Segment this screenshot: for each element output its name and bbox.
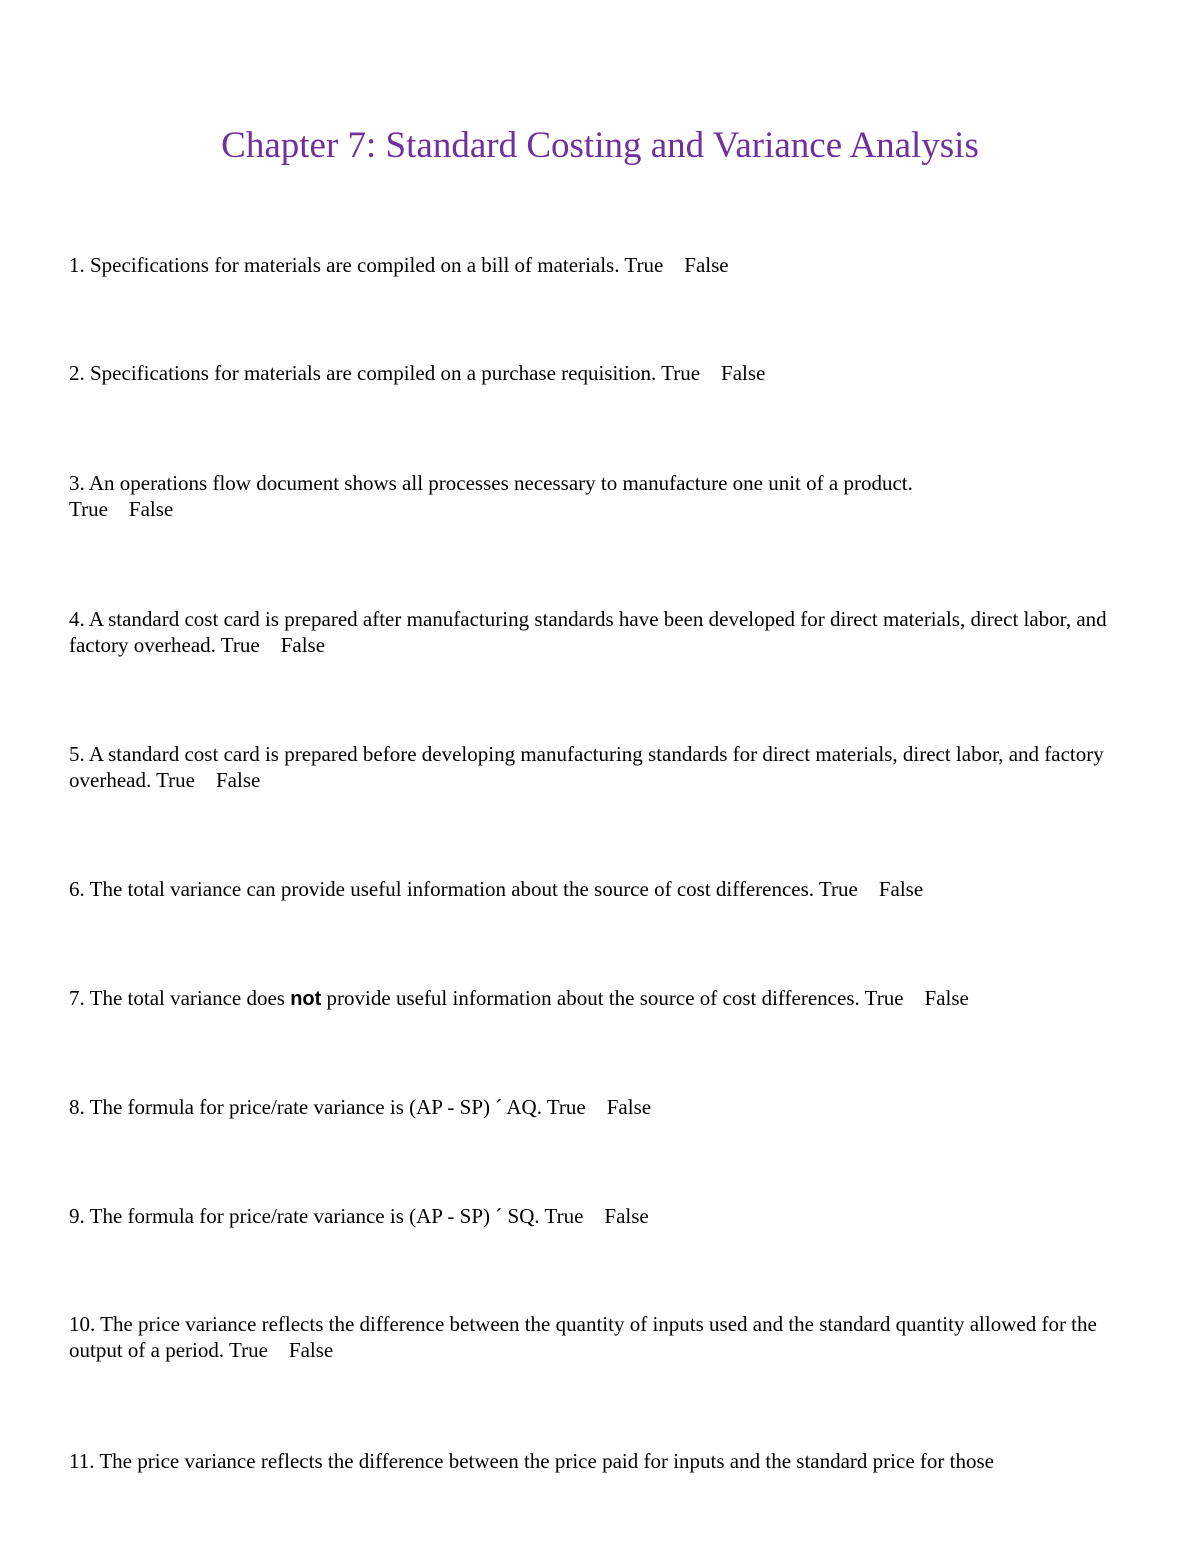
question-5 [69,741,1139,793]
question-text: 10. The price variance reflects the difference between the quantity of inputs used and the standard quantity allowed for the output of a period. [69,1312,1097,1362]
true-option: True [220,633,260,657]
question-1 [69,252,1139,278]
question-8 [69,1094,1139,1120]
false-option: False [604,1204,649,1228]
question-text-before: 7. The total variance does [69,986,291,1010]
false-option: False [288,1338,334,1362]
question-text: 4. A standard cost card is prepared after manufacturing standards have been developed for direct materials, direct labor, and factory overhead. [69,607,1107,657]
question-text: 8. The formula for price/rate variance is (AP - SP) ´ AQ. [69,1095,542,1119]
true-option: True [229,1338,268,1362]
false-option: False [280,633,326,657]
false-option: False [924,986,969,1010]
true-option: True [661,361,701,385]
question-3 [69,470,1139,522]
true-option: True [864,986,904,1010]
true-option: True [818,877,858,901]
question-10 [69,1311,1139,1363]
true-option: True [546,1095,586,1119]
question-text: 6. The total variance can provide useful information about the source of cost differences. [69,877,815,901]
question-9 [69,1203,1139,1229]
question-4 [69,606,1139,658]
question-text: 1. Specifications for materials are compiled on a bill of materials. [69,253,620,277]
question-text: 9. The formula for price/rate variance is (AP - SP) ´ SQ. [69,1204,540,1228]
true-option: True [156,768,195,792]
question-11 [69,1448,1139,1474]
false-option: False [216,768,261,792]
question-text: 11. The price variance reflects the difference between the price paid for inputs and the standard price for those [69,1449,994,1473]
false-option: False [606,1095,652,1119]
true-option: True [624,253,664,277]
question-text-after: provide useful information about the source of cost differences. [321,986,860,1010]
emphasis-text: not [290,988,322,1010]
question-7 [69,985,1139,1012]
false-option: False [684,253,729,277]
question-2 [69,360,1139,386]
false-option: False [128,497,174,521]
question-text: 5. A standard cost card is prepared before developing manufacturing standards for direct materials, direct labor, and factory overhead. [69,742,1104,792]
true-option: True [544,1204,584,1228]
question-6 [69,876,1139,902]
false-option: False [721,361,766,385]
true-option: True [69,497,108,521]
page-title: Chapter 7: Standard Costing and Variance Analysis [221,125,979,166]
false-option: False [878,877,924,901]
question-text: 3. An operations flow document shows all processes necessary to manufacture one unit of a product. [69,471,913,495]
question-text: 2. Specifications for materials are compiled on a purchase requisition. [69,361,657,385]
